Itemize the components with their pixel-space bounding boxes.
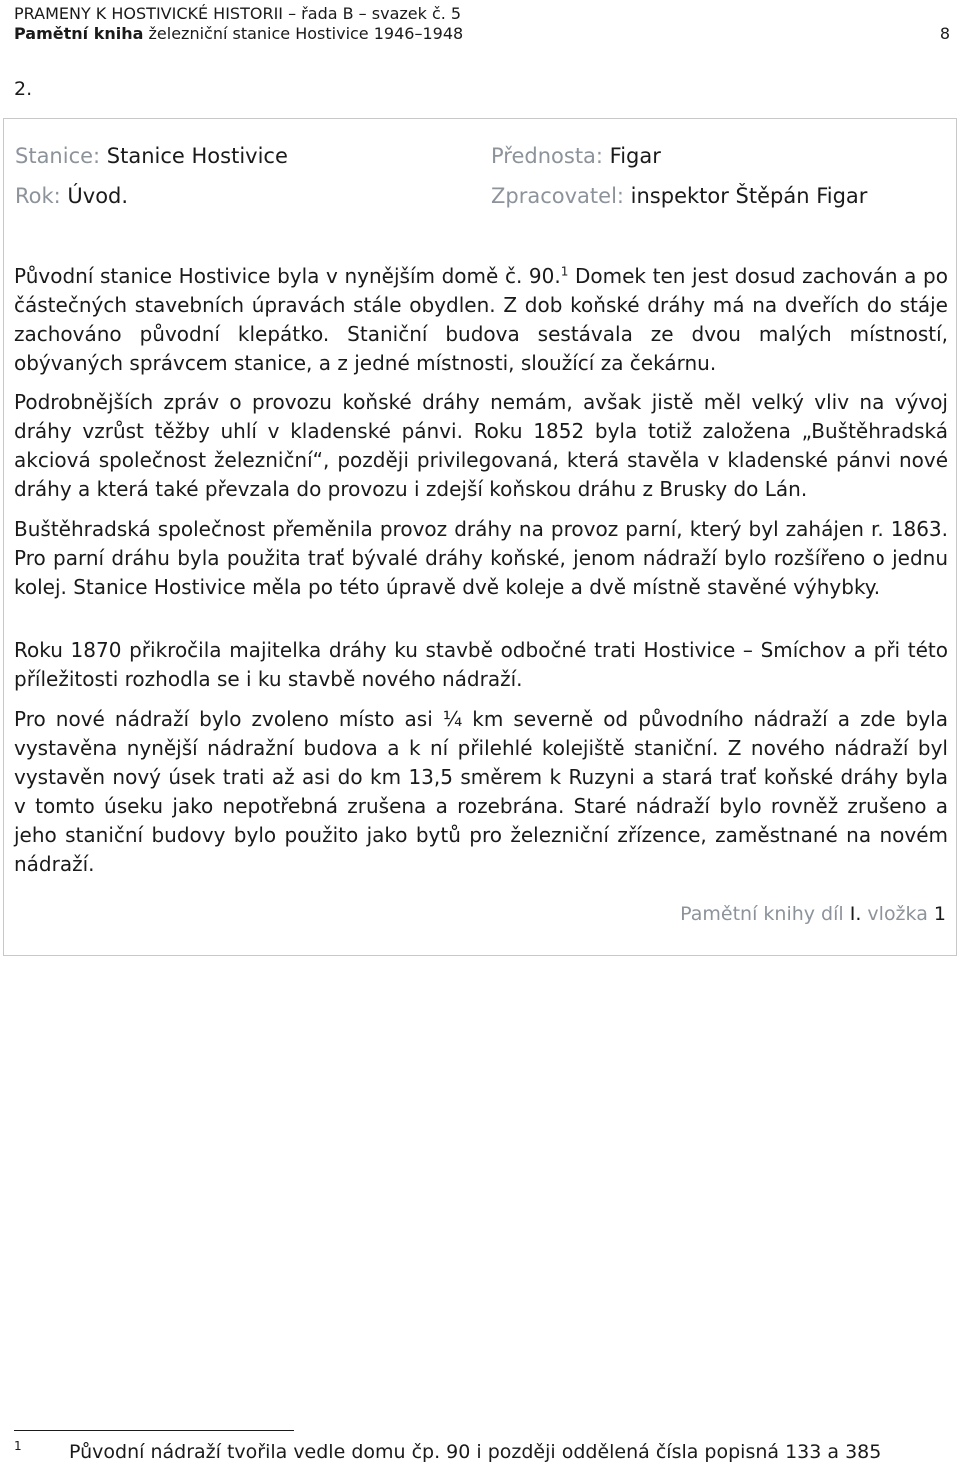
chief-value: Figar: [603, 144, 661, 168]
running-header-series: PRAMENY K HOSTIVICKÉ HISTORII – řada B – svazek č. 5: [14, 4, 462, 23]
paragraph-1-start: Původní stanice Hostivice byla v nynějším domě č. 90.: [14, 264, 561, 288]
station-label: Stanice:: [15, 144, 101, 168]
chief-field: [491, 143, 661, 169]
source-insert-value: 1: [927, 903, 946, 925]
year-field: [15, 183, 128, 209]
editor-value: inspektor Štěpán Figar: [623, 184, 868, 208]
footnote-text: Původní nádraží tvořila vedle domu čp. 90 i později oddělená čísla popisná 133 a 385: [69, 1441, 882, 1463]
section-number: 2.: [14, 78, 33, 100]
page-number: 8: [939, 24, 950, 43]
paragraph-original-station: [14, 262, 948, 378]
paragraph-branch-line: Roku 1870 přikročila majitelka dráhy ku stavbě odbočné trati Hostivice – Smíchov a při této příležitosti rozhodla se i ku stavbě nového nádraží.: [14, 638, 948, 691]
source-volume-value: I.: [843, 903, 862, 925]
record-box: [3, 118, 957, 956]
year-label: Rok:: [15, 184, 61, 208]
header-title-bold: Pamětní kniha: [14, 24, 144, 43]
station-field: [15, 143, 288, 169]
footnote-marker: 1: [560, 264, 569, 279]
paragraph-horse-railway: Podrobnějších zpráv o provozu koňské dráhy nemám, avšak jistě měl velký vliv na vývoj dráhy vzrůst těžby uhlí v kladenské pánvi. Roku 1852 byla totiž založena „Buštěhradská akciová společnost železniční“, později privilegovaná, která stavěla v kladenské pánvi nové dráhy a která také převzala do provozu i zdejší koňskou dráhu z Brusky do Lán.: [14, 390, 948, 501]
paragraph-steam-railway: Buštěhradská společnost přeměnila provoz dráhy na provoz parní, který byl zahájen r. 1863. Pro parní dráhu byla použita trať bývalé dráhy koňské, jenom nádraží bylo rozšířeno o jednu kolej. Stanice Hostivice měla po této úpravě dvě koleje a dvě místně stavěné výhybky.: [14, 517, 948, 599]
source-volume-label: Pamětní knihy díl: [680, 903, 844, 925]
paragraph-1-rest: Domek ten jest dosud zachován a po částečných stavebních úpravách stále obydlen. Z dob koňské dráhy má na dveřích do stáje zachováno původní klepátko. Staniční budova sestávala ze dvou malých místností, obývaných správcem stanice, a z jedné místnosti, sloužící za čekárnu.: [14, 264, 948, 375]
source-insert-label: vložka: [861, 903, 928, 925]
running-header-title: [14, 24, 950, 44]
paragraph-new-station: Pro nové nádraží bylo zvoleno místo asi ¼ km severně od původního nádraží a zde byla vystavěna nynější nádražní budova a k ní přilehlé kolejiště staniční. Z nového nádraží byl vystavěn nový úsek trati až asi do km 13,5 směrem k Ruzyni a stará trať koňské dráhy byla v tomto úseku jako nepotřebná zrušena a rozebrána. Staré nádraží bylo rovněž zrušeno a jeho staniční budovy bylo použito jako bytů pro železniční zřízence, zaměstnané na novém nádraží.: [14, 707, 948, 876]
editor-label: Zpracovatel:: [491, 184, 624, 208]
header-title-rest: železniční stanice Hostivice 1946–1948: [143, 24, 464, 43]
editor-field: [491, 183, 867, 209]
footnote-separator: [14, 1430, 294, 1431]
footnote-number: 1: [14, 1439, 22, 1453]
year-value: Úvod.: [60, 184, 129, 208]
source-reference: [680, 903, 946, 925]
station-value: Stanice Hostivice: [100, 144, 288, 168]
chief-label: Přednosta:: [491, 144, 603, 168]
